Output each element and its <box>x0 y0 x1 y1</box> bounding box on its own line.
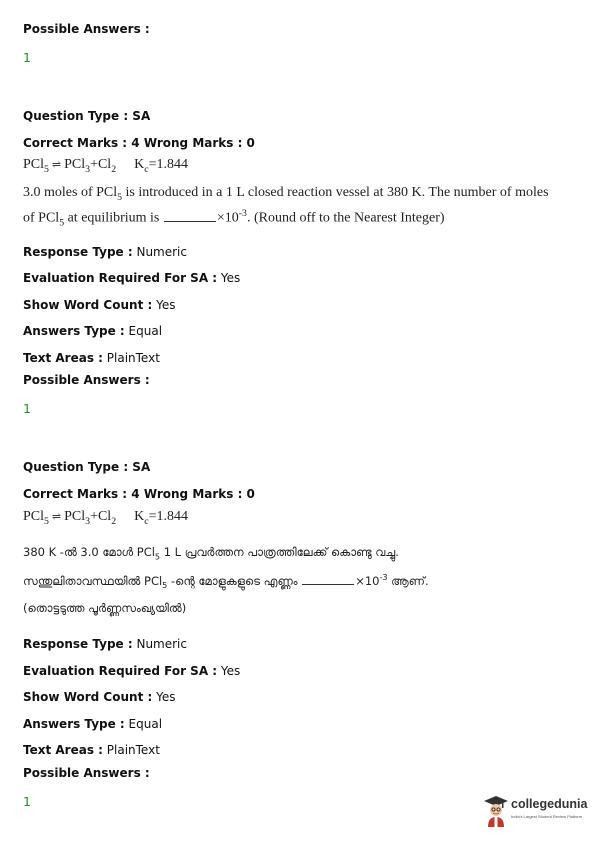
equilibrium-equation: PCl$_5$ ⇌ $PCl_3+Cl_2$ $K_c=1.844$ <box>23 509 188 527</box>
possible-answers-label: Possible Answers : <box>23 22 150 36</box>
question-text-line-2-malayalam: സന്തുലിതാവസ്ഥയിൽ PCl$_5$ -ന്റെ മോളുകളുടെ എണ്ണം $\times 10^{-3}$ ആണ്. <box>23 573 429 591</box>
possible-answer-value: 1 <box>23 50 31 65</box>
answers-type-field: Answers Type : Equal <box>23 324 163 338</box>
text-areas-field: Text Areas : PlainText <box>23 743 160 757</box>
possible-answers-label: Possible Answers : <box>23 373 150 387</box>
logo-wordmark: collegedunia <box>511 797 588 811</box>
answer-blank <box>302 574 354 585</box>
show-word-count-field: Show Word Count : Yes <box>23 690 176 704</box>
marks-line: Correct Marks : 4 Wrong Marks : 0 <box>23 487 255 501</box>
question-text-line-1-malayalam: 380 K -ൽ 3.0 മോൾ PCl$_5$ 1 L പ്രവർത്തന പാത്രത്തിലേക്ക് കൊണ്ടു വച്ചു. <box>23 545 399 562</box>
text-areas-field: Text Areas : PlainText <box>23 351 160 365</box>
question-text-line-3-malayalam: (തൊട്ടടുത്ത പൂർണ്ണസംഖ്യയിൽ) <box>23 601 187 615</box>
collegedunia-logo <box>483 794 587 830</box>
possible-answer-value: 1 <box>23 401 31 416</box>
question-type: Question Type : SA <box>23 109 151 123</box>
answers-type-field: Answers Type : Equal <box>23 717 163 731</box>
show-word-count-field: Show Word Count : Yes <box>23 298 176 312</box>
equilibrium-arrow-icon: ⇌ <box>51 159 62 171</box>
question-type: Question Type : SA <box>23 460 151 474</box>
evaluation-required-field: Evaluation Required For SA : Yes <box>23 271 241 285</box>
evaluation-required-field: Evaluation Required For SA : Yes <box>23 664 241 678</box>
response-type-field: Response Type : Numeric <box>23 637 187 651</box>
equilibrium-equation: PCl$_5$ ⇌ $PCl_3+Cl_2$ $K_c=1.844$ <box>23 157 188 175</box>
equilibrium-arrow-icon: ⇌ <box>51 511 62 523</box>
marks-line: Correct Marks : 4 Wrong Marks : 0 <box>23 136 255 150</box>
possible-answers-label: Possible Answers : <box>23 766 150 780</box>
question-text-line-2: of PCl$_5$ at equilibrium is $\times 10^{-3}$. (Round off to the Nearest Integer) <box>23 208 445 229</box>
possible-answer-value: 1 <box>23 794 31 809</box>
response-type-field: Response Type : Numeric <box>23 245 187 259</box>
logo-tagline: India's Largest Student Review Platform <box>511 814 583 819</box>
graduate-mascot-icon <box>483 794 509 828</box>
answer-blank <box>164 211 216 222</box>
question-text-line-1: 3.0 moles of PCl$_5$ is introduced in a 1 L closed reaction vessel at 380 K. The number of moles <box>23 185 549 203</box>
